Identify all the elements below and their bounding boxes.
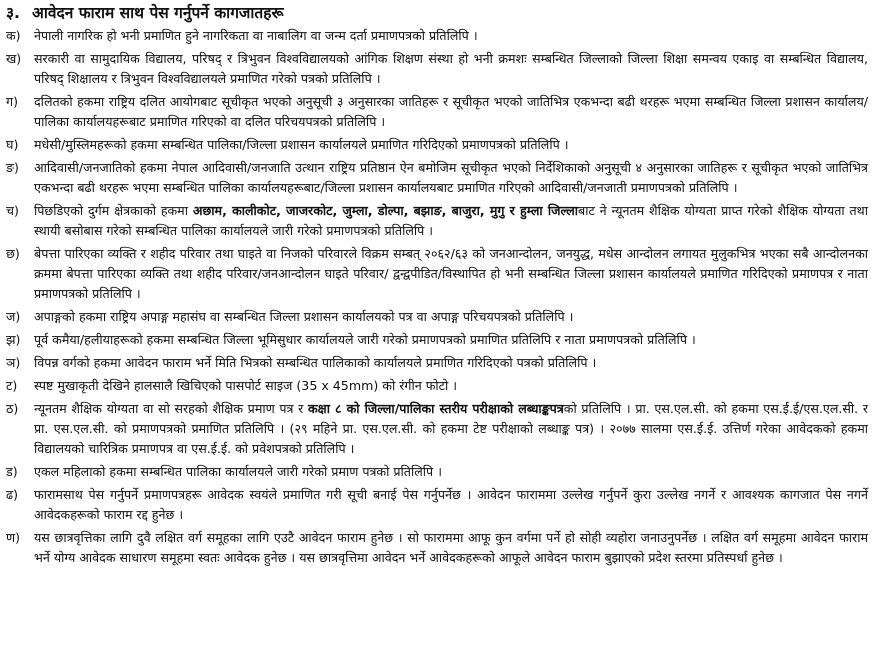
item-text: एकल महिलाको हकमा सम्बन्धित पालिका कार्यालयले जारी गरेको प्रमाण पत्रको प्रतिलिपि ।	[34, 464, 442, 479]
item-text: सरकारी वा सामुदायिक विद्यालय, परिषद् र त्रिभुवन विश्वविद्यालयको आंगिक शिक्षण संस्था हो भनी क्रमशः सम्बन्धित जिल्लाको जिल्ला शिक्षा समन्वय एकाइ वा सम्बन्धित विद्यालय, परिषद् शिक्षालय र त्रिभुवन विश्वविद्यालयले प्रमाणित गरेको पत्रको प्रतिलिपि ।	[34, 51, 868, 86]
item-text-post: को प्रतिलिपि । प्रा. एस.एल.सी. को हकमा एस.ई.ई/एस.एल.सी. र प्रा. एस.एल.सी. को प्रमाणपत्रको प्रमाणित प्रतिलिपि । (२९ महिने प्रा. एस.एल.सी. को हकमा टेष्ट परीक्षाको लब्धाङ्क पत्र) । २०७७ सालमा एस.ई.ई. उत्तिर्ण गरेका आवेदकको हकमा विद्यालयको चारित्रिक प्रमाणपत्र वा एस.ई.ई. को प्रवेशपत्रको प्रतिलिपि ।	[34, 401, 868, 456]
item-text-pre: पिछडिएको दुर्गम क्षेत्रकाको हकमा	[34, 203, 193, 218]
list-item-cha	[6, 201, 868, 241]
list-item-nga	[6, 158, 868, 198]
item-label: ग)	[6, 94, 19, 109]
item-label: झ)	[6, 332, 21, 347]
item-text	[34, 399, 868, 459]
list-item-ga	[6, 92, 868, 132]
item-text: बेपत्ता पारिएका व्यक्ति र शहीद परिवार तथा घाइते वा निजको परिवारले विक्रम सम्बत् २०६२/६३ को जनआन्दोलन, जनयुद्ध, मधेस आन्दोलन लगायत मुलुकभित्र भएका सबै आन्दोलनका क्रममा बेपत्ता पारिएका व्यक्ति तथा शहीद परिवार/जनआन्दोलन घाइते परिवार/ द्वन्द्वपीडित/विस्थापित हो भनी सम्बन्धित जिल्ला प्रशासन कार्यालयले प्रमाणित गरिदिएको प्रमाणपत्र र नाता प्रमाणपत्रको प्रतिलिपि ।	[34, 246, 868, 301]
item-text-pre: न्यूनतम शैक्षिक योग्यता वा सो सरहको शैक्षिक प्रमाण पत्र र	[34, 401, 308, 416]
list-item-gha	[6, 135, 868, 155]
list-item-ka	[6, 26, 868, 46]
district-names: अछाम, कालीकोट, जाजरकोट, जुम्ला, डोल्पा, बझाङ, बाजुरा, मुगु र हुम्ला जिल्ला	[192, 203, 579, 218]
item-label: घ)	[6, 137, 19, 152]
item-label: ट)	[6, 378, 18, 393]
item-text: स्पष्ट मुखाकृती देखिने हालसालै खिचिएको पासपोर्ट साइज (35 x 45mm) को रंगीन फोटो ।	[34, 378, 458, 393]
item-label: ख)	[6, 51, 22, 66]
item-label: ठ)	[6, 401, 19, 416]
section-number: ३.	[6, 4, 20, 22]
item-label: ड)	[6, 464, 18, 479]
list-item-ja	[6, 307, 868, 327]
item-text: अपाङ्गको हकमा राष्ट्रिय अपाङ्ग महासंघ वा सम्बन्धित जिल्ला प्रशासन कार्यालयको पत्र वा अपाङ्ग परिचयपत्रको प्रतिलिपि ।	[34, 309, 574, 324]
item-text: आदिवासी/जनजातिको हकमा नेपाल आदिवासी/जनजाति उत्थान राष्ट्रिय प्रतिष्ठान ऐन बमोजिम सूचीकृत भएको निर्देशिकाको अनुसूची ४ अनुसारका जातिहरू र सूचीकृत भएको जातिभित्र एकभन्दा बढी थरहरू भएमा सम्बन्धित पालिका कार्यालयहरूबाट/जिल्ला प्रशासन कार्यालयबाट प्रमाणित गरिएको आदिवासी/जनजाती प्रमाणपत्रको प्रतिलिपि ।	[34, 160, 868, 195]
item-text	[34, 201, 868, 241]
list-item-chha	[6, 244, 868, 304]
list-item-yna	[6, 353, 868, 373]
item-label: ण)	[6, 530, 21, 545]
item-label: ङ)	[6, 160, 19, 175]
marksheet-requirement: कक्षा ८ को जिल्ला/पालिका स्तरीय परीक्षाको लब्धाङ्कपत्र	[308, 401, 564, 416]
item-text: यस छात्रवृत्तिका लागि दुवै लक्षित वर्ग समूहका लागि एउटै आवेदन फाराम हुनेछ । सो फाराममा आफू कुन वर्गमा पर्ने हो सोही व्यहोरा जनाउनुपर्नेछ । लक्षित वर्ग समूहमा आवेदन फाराम भर्ने योग्य आवेदक साधारण समूहमा स्वतः आवेदक हुनेछ । यस छात्रवृत्तिमा आवेदन भर्ने आवेदकहरूको आफूले आवेदन फाराम बुझाएको प्रदेश स्तरमा प्रतिस्पर्धा हुनेछ ।	[34, 530, 868, 565]
item-text-post: बाट ने न्यूनतम शैक्षिक योग्यता प्राप्त गरेको शैक्षिक योग्यता तथा स्थायी बसोबास गरेको सम्बन्धित पालिका कार्यालयले जारी गरेको प्रमाणपत्रको प्रतिलिपि ।	[34, 203, 868, 238]
item-text: मधेसी/मुस्लिमहरूको हकमा सम्बन्धित पालिका/जिल्ला प्रशासन कार्यालयले प्रमाणित गरिदिएको प्रमाणपत्रको प्रतिलिपि ।	[34, 137, 569, 152]
list-item-kha	[6, 49, 868, 89]
item-label: छ)	[6, 246, 20, 261]
item-label: ञ)	[6, 355, 21, 370]
list-item-da	[6, 462, 868, 482]
item-text: नेपाली नागरिक हो भनी प्रमाणित हुने नागरिकता वा नाबालिग वा जन्म दर्ता प्रमाणपत्रको प्रतिलिपि ।	[34, 28, 478, 43]
item-label: क)	[6, 28, 21, 43]
item-label: ढ)	[6, 487, 19, 502]
list-item-jha	[6, 330, 868, 350]
section-title: आवेदन फाराम साथ पेस गर्नुपर्ने कागजातहरू	[32, 4, 284, 22]
item-text: दलितको हकमा राष्ट्रिय दलित आयोगबाट सूचीकृत भएको अनुसूची ३ अनुसारका जातिहरू र सूचीकृत भएको जातिभित्र एकभन्दा बढी थरहरू भएमा सम्बन्धित जिल्ला प्रशासन कार्यालय/पालिका कार्यालयहरूबाट प्रमाणित गरिएको वा दलित परिचयपत्रको प्रतिलिपि ।	[34, 94, 868, 129]
item-text: पूर्व कमैया/हलीयाहरूको हकमा सम्बन्धित जिल्ला भूमिसुधार कार्यालयले जारी गरेको प्रमाणपत्रको प्रमाणित प्रतिलिपि र नाता प्रमाणपत्रको प्रतिलिपि ।	[34, 332, 696, 347]
list-item-tha	[6, 399, 868, 459]
list-item-dha	[6, 485, 868, 525]
item-text: फारामसाथ पेस गर्नुपर्ने प्रमाणपत्रहरू आवेदक स्वयंले प्रमाणित गरी सूची बनाई पेस गर्नुपर्नेछ । आवेदन फाराममा उल्लेख गर्नुपर्ने कुरा उल्लेख नगर्ने र आवश्यक कागजात पेस नगर्ने आवेदकहरूको फाराम रद्द हुनेछ ।	[34, 487, 868, 522]
list-item-na	[6, 528, 868, 568]
item-label: ज)	[6, 309, 21, 324]
section-heading	[6, 2, 868, 26]
item-text: विपन्न वर्गको हकमा आवेदन फाराम भर्ने मिति भित्रको सम्बन्धित पालिकाको कार्यालयले प्रमाणित गरिदिएको पत्रको प्रतिलिपि ।	[34, 355, 597, 370]
list-item-ta	[6, 376, 868, 396]
item-label: च)	[6, 203, 19, 218]
